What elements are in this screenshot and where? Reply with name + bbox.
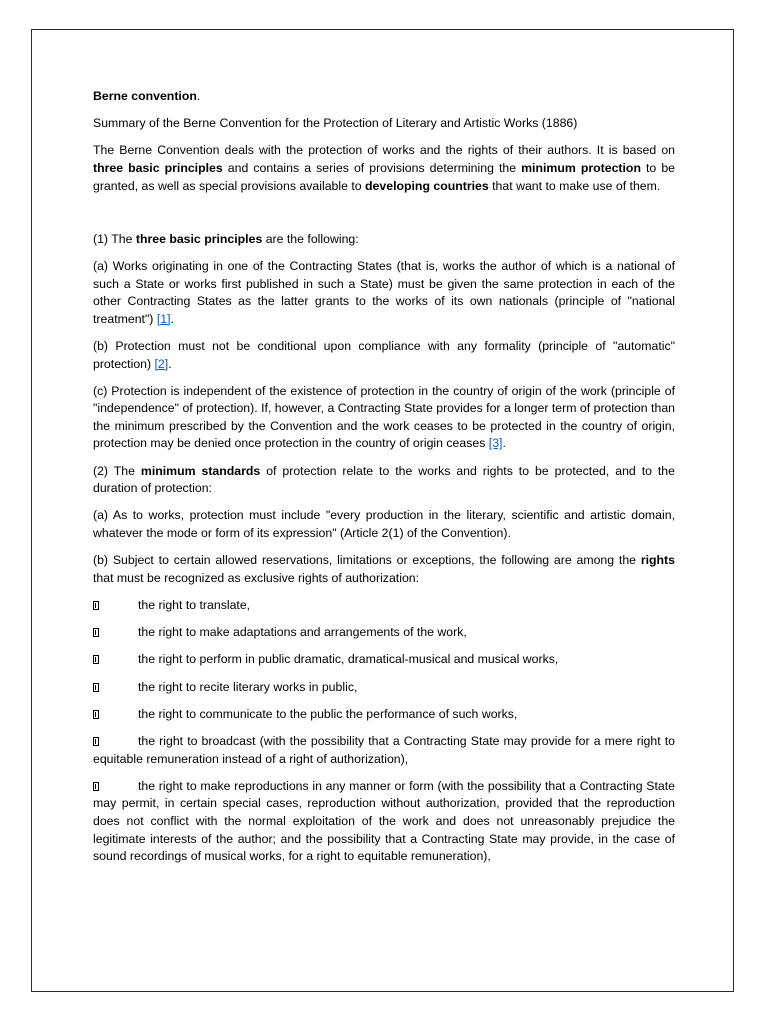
paragraph-c: (c) Protection is independent of the existence of protection in the country of origin of the work (principle of "independence" of protection). If, however, a Contracting State provides for a longer term of protection than the minimum prescribed by the Convention and the work ceases to be protected in the country of origin, protection may be denied once protection in the country of origin ceases [3]. <box>93 383 675 451</box>
list-item: the right to make reproductions in any manner or form (with the possibility that a Contracting State may permit, in certain special cases, reproduction without authorization, provided that the reproduction does not conflict with the normal exploitation of the work and does not unreasonably prejudice the legitimate interests of the author; and the possibility that a Contracting State may provide, in the case of sound recordings of musical works, for a right to equitable remuneration), <box>93 778 675 864</box>
list-item: the right to broadcast (with the possibility that a Contracting State may provide for a mere right to equitable remuneration instead of a right of authorization), <box>93 733 675 766</box>
list-item: the right to translate, <box>93 597 675 615</box>
missing-glyph-bullet-icon <box>93 683 99 692</box>
missing-glyph-bullet-icon <box>93 710 99 719</box>
paragraph-b: (b) Protection must not be conditional upon compliance with any formality (principle of "automatic" protection) [2]. <box>93 338 675 371</box>
missing-glyph-bullet-icon <box>93 782 99 791</box>
footnote-link-3[interactable]: [3] <box>488 436 503 451</box>
missing-glyph-bullet-icon <box>93 601 99 610</box>
missing-glyph-bullet-icon <box>93 737 99 746</box>
section-1-heading: (1) The three basic principles are the following: <box>93 231 359 246</box>
footnote-link-2[interactable]: [2] <box>154 356 169 371</box>
list-item: the right to make adaptations and arrangements of the work, <box>93 624 675 642</box>
section-2-heading: (2) The minimum standards of protection relate to the works and rights to be protected, and to the duration of protection: <box>93 463 675 496</box>
spacer <box>93 205 675 231</box>
document-page <box>31 29 734 992</box>
missing-glyph-bullet-icon <box>93 655 99 664</box>
document-body <box>93 88 675 875</box>
list-item: the right to perform in public dramatic, dramatical-musical and musical works, <box>93 651 675 669</box>
list-item: the right to recite literary works in public, <box>93 679 675 697</box>
list-item: the right to communicate to the public the performance of such works, <box>93 706 675 724</box>
paragraph-2b: (b) Subject to certain allowed reservations, limitations or exceptions, the following are among the rights that must be recognized as exclusive rights of authorization: <box>93 553 675 585</box>
footnote-link-1[interactable]: [1] <box>156 311 171 326</box>
doc-title: Berne convention. <box>93 89 201 103</box>
paragraph-a: (a) Works originating in one of the Contracting States (that is, works the author of which is a national of such a State or works first published in such a State) must be given the same protection in each of the other Contracting States as the latter grants to the works of its own nationals (principle of "national treatment") [1]. <box>93 258 675 326</box>
doc-summary: Summary of the Berne Convention for the Protection of Literary and Artistic Works (1886) <box>93 116 578 131</box>
intro-paragraph: The Berne Convention deals with the protection of works and the rights of their authors. It is based on three basic principles and contains a series of provisions determining the minimum protection to be granted, as well as special provisions available to developing countries that want to make use of them. <box>93 143 675 193</box>
paragraph-2a: (a) As to works, protection must include "every production in the literary, scientific and artistic domain, whatever the mode or form of its expression" (Article 2(1) of the Convention). <box>93 508 675 541</box>
missing-glyph-bullet-icon <box>93 628 99 637</box>
